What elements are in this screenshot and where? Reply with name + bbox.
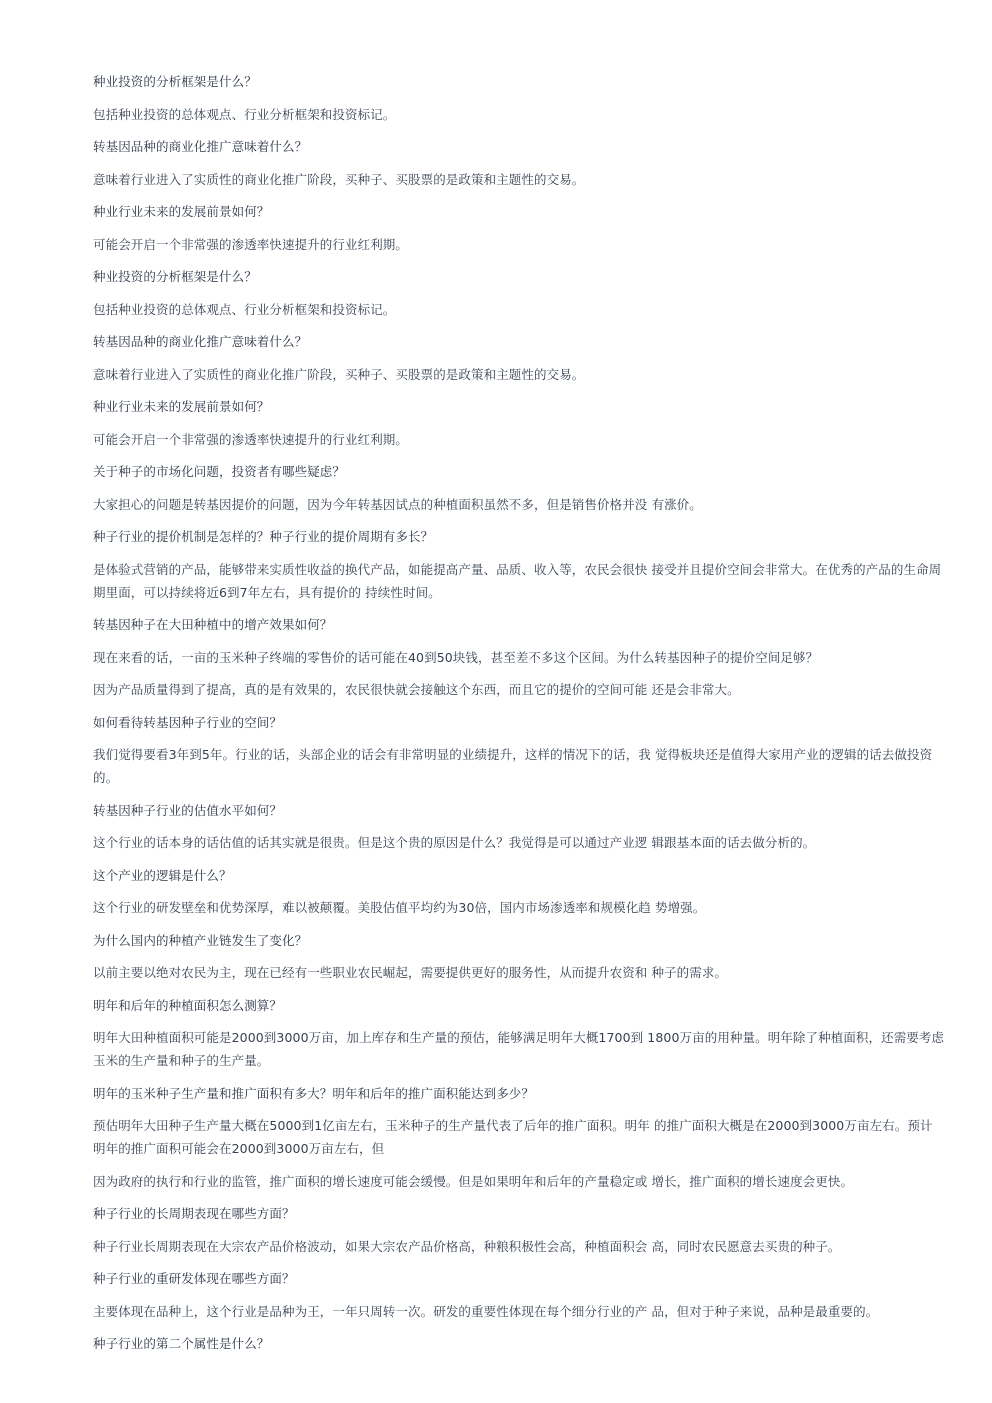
- question-paragraph: 种业行业未来的发展前景如何？: [93, 399, 270, 414]
- answer-paragraph: 我们觉得要看3年到5年。行业的话，头部企业的话会有非常明显的业绩提升，这样的情况下的话，我 觉得板块还是值得大家用产业的逻辑的话去做投资的。: [93, 747, 933, 785]
- answer-paragraph: 明年大田种植面积可能是2000到3000万亩，加上库存和生产量的预估，能够满足明年大概1700到 1800万亩的用种量。明年除了种植面积，还需要考虑玉米的生产量和种子的生产量。: [93, 1030, 945, 1068]
- question-paragraph: 关于种子的市场化问题，投资者有哪些疑虑？: [93, 464, 346, 479]
- question-paragraph: 这个产业的逻辑是什么？: [93, 867, 232, 883]
- answer-paragraph: 这个行业的话本身的话估值的话其实就是很贵。但是这个贵的原因是什么？我觉得是可以通过产业逻 辑跟基本面的话去做分析的。: [93, 835, 816, 850]
- answer-paragraph: 预估明年大田种子生产量大概在5000到1亿亩左右，玉米种子的生产量代表了后年的推广面积。明年 的推广面积大概是在2000到3000万亩左右。预计明年的推广面积可能会在2000到3000万亩左右，但: [93, 1118, 933, 1156]
- question-paragraph: 种业投资的分析框架是什么？: [93, 269, 257, 284]
- answer-paragraph: 意味着行业进入了实质性的商业化推广阶段，买种子、买股票的是政策和主题性的交易。: [93, 366, 585, 382]
- question-paragraph: 明年的玉米种子生产量和推广面积有多大？明年和后年的推广面积能达到多少？: [93, 1085, 535, 1101]
- answer-paragraph: 意味着行业进入了实质性的商业化推广阶段，买种子、买股票的是政策和主题性的交易。: [93, 171, 585, 187]
- question-paragraph: 种业行业未来的发展前景如何？: [93, 204, 270, 219]
- answer-paragraph: 现在来看的话，一亩的玉米种子终端的零售价的话可能在40到50块钱，甚至差不多这个区间。为什么转基因种子的提价空间足够？: [93, 649, 819, 665]
- question-paragraph: 转基因品种的商业化推广意味着什么？: [93, 139, 308, 154]
- question-paragraph: 种子行业的第二个属性是什么？: [93, 1336, 270, 1351]
- answer-paragraph: 因为政府的执行和行业的监管，推广面积的增长速度可能会缓慢。但是如果明年和后年的产量稳定或 增长，推广面积的增长速度会更快。: [93, 1173, 854, 1189]
- question-paragraph: 种业投资的分析框架是什么？: [93, 74, 257, 89]
- question-paragraph: 转基因品种的商业化推广意味着什么？: [93, 334, 308, 349]
- question-paragraph: 种子行业的重研发体现在哪些方面？: [93, 1271, 295, 1286]
- answer-paragraph: 可能会开启一个非常强的渗透率快速提升的行业红利期。: [93, 431, 409, 447]
- answer-paragraph: 包括种业投资的总体观点、行业分析框架和投资标记。: [93, 301, 396, 317]
- answer-paragraph: 种子行业长周期表现在大宗农产品价格波动，如果大宗农产品价格高，种粮积极性会高，种植面积会 高，同时农民愿意去买贵的种子。: [93, 1238, 841, 1254]
- question-paragraph: 转基因种子行业的估值水平如何？: [93, 802, 283, 818]
- question-paragraph: 转基因种子在大田种植中的增产效果如何？: [93, 617, 333, 632]
- question-paragraph: 为什么国内的种植产业链发生了变化？: [93, 932, 308, 948]
- answer-paragraph: 主要体现在品种上，这个行业是品种为王，一年只周转一次。研发的重要性体现在每个细分行业的产 品，但对于种子来说，品种是最重要的。: [93, 1303, 879, 1319]
- answer-paragraph: 以前主要以绝对农民为主，现在已经有一些职业农民崛起，需要提供更好的服务性，从而提升农资和 种子的需求。: [93, 965, 728, 980]
- question-paragraph: 种子行业的长周期表现在哪些方面？: [93, 1206, 295, 1221]
- document-page: [93, 70, 945, 1365]
- question-paragraph: 如何看待转基因种子行业的空间？: [93, 714, 283, 730]
- question-paragraph: 种子行业的提价机制是怎样的？种子行业的提价周期有多长？: [93, 529, 434, 544]
- answer-paragraph: 包括种业投资的总体观点、行业分析框架和投资标记。: [93, 106, 396, 122]
- question-paragraph: 明年和后年的种植面积怎么测算？: [93, 997, 283, 1013]
- answer-paragraph: 可能会开启一个非常强的渗透率快速提升的行业红利期。: [93, 236, 409, 252]
- answer-paragraph: 因为产品质量得到了提高，真的是有效果的，农民很快就会接触这个东西，而且它的提价的空间可能 还是会非常大。: [93, 682, 740, 697]
- answer-paragraph: 大家担心的问题是转基因提价的问题，因为今年转基因试点的种植面积虽然不多，但是销售价格并没 有涨价。: [93, 496, 702, 512]
- answer-paragraph: 是体验式营销的产品，能够带来实质性收益的换代产品，如能提高产量、品质、收入等，农民会很快 接受并且提价空间会非常大。在优秀的产品的生命周期里面，可以持续将近6到7年左右，具有提价的 持续性时间。: [93, 561, 942, 600]
- answer-paragraph: 这个行业的研发壁垒和优势深厚，难以被颠覆。美股估值平均约为30倍，国内市场渗透率和规模化趋 势增强。: [93, 900, 706, 915]
